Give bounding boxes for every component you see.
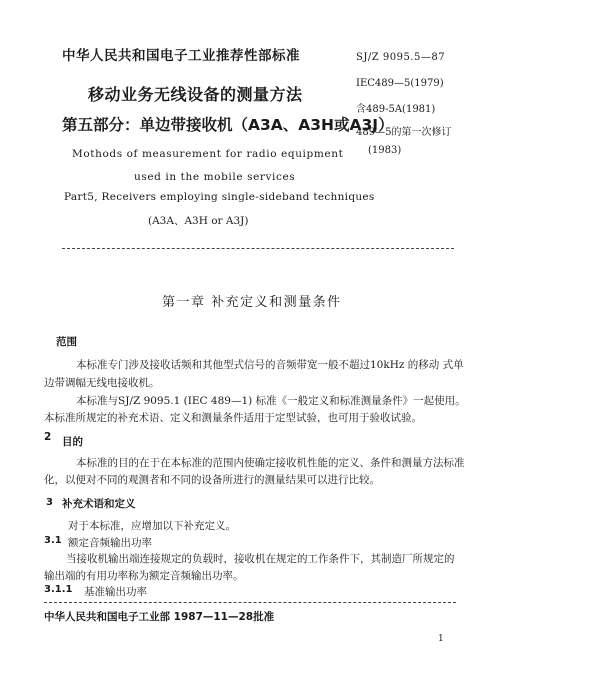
iec-reference: IEC489—5(1979) — [356, 78, 444, 89]
section-2-heading: 目的 — [62, 436, 83, 448]
title-line-2: 第五部分：单边带接收机（A3A、A3H或A3J） — [62, 116, 394, 134]
english-title-line-3: Part5, Receivers employing single-sideband techniques — [64, 191, 375, 203]
section-1-paragraph-1-line-2: 边带调幅无线电接收机。 — [44, 377, 160, 389]
section-3-1-paragraph-line-2: 输出端的有用功率称为额定音频输出功率。 — [44, 570, 244, 582]
section-3-1-heading: 额定音频输出功率 — [68, 537, 152, 549]
header-divider — [62, 248, 454, 249]
section-1-paragraph-2-line-1: 本标准与SJ/Z 9095.1 (IEC 489—1) 标准《一般定义和标准测量条件》一起使用。 — [76, 395, 466, 407]
section-3-intro: 对于本标准，应增加以下补充定义。 — [68, 520, 236, 532]
english-title-line-1: Mothods of measurement for radio equipment — [72, 148, 344, 160]
section-2-number: 2 — [44, 431, 52, 443]
section-2-paragraph-line-1: 本标准的目的在于在本标准的范围内使确定接收机性能的定义、条件和测量方法标准 — [76, 457, 465, 469]
revision-year: (1983) — [368, 145, 402, 156]
section-3-heading: 补充术语和定义 — [62, 498, 136, 510]
section-3-1-paragraph-line-1: 当接收机输出端连接规定的负载时，接收机在规定的工作条件下，其制造厂所规定的 — [66, 553, 455, 565]
section-3-1-1-number: 3.1.1 — [44, 584, 73, 595]
issuer-line: 中华人民共和国电子工业推荐性部标准 — [62, 48, 300, 64]
page-number: 1 — [438, 634, 444, 644]
section-1-paragraph-1-line-1: 本标准专门涉及接收话频和其他型式信号的音频带宽一般不超过10kHz 的移动 式单 — [76, 359, 464, 371]
section-3-number: 3 — [46, 497, 53, 508]
section-1-heading: 范围 — [56, 336, 77, 348]
footer-divider — [44, 602, 456, 603]
section-1-paragraph-2-line-2: 本标准所规定的补充术语、定义和测量条件适用于定型试验，也可用于验收试验。 — [44, 412, 422, 424]
title-line-1: 移动业务无线设备的测量方法 — [88, 85, 303, 104]
section-2-paragraph-line-2: 化，以便对不同的观测者和不同的设备所进行的测量结果可以进行比较。 — [44, 474, 380, 486]
chapter-title: 第一章 补充定义和测量条件 — [162, 295, 342, 310]
section-3-1-number: 3.1 — [44, 535, 62, 546]
amendment-reference: 含489-5A(1981) — [356, 104, 436, 115]
english-title-line-2: used in the mobile services — [134, 171, 296, 183]
revision-note: 489—5的第一次修订 — [356, 127, 452, 138]
section-3-1-1-heading: 基准输出功率 — [84, 586, 147, 598]
approval-line: 中华人民共和国电子工业部 1987—11—28批准 — [44, 611, 275, 623]
standard-code: SJ/Z 9095.5—87 — [356, 52, 446, 63]
english-title-line-4: (A3A、A3H or A3J) — [148, 215, 249, 227]
